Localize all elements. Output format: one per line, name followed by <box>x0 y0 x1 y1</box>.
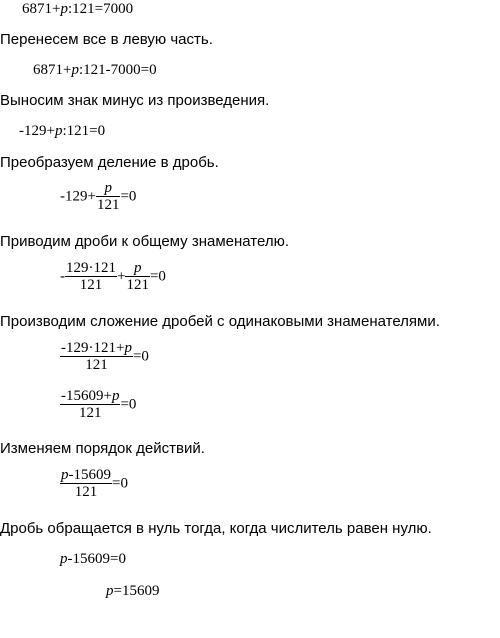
eq6-fraction <box>60 340 133 373</box>
eq8-numerator <box>60 467 112 483</box>
eq5-minus: - <box>60 268 65 285</box>
eq7-numerator-text: -15609+ <box>61 388 112 404</box>
eq6-denominator: 121 <box>85 357 108 373</box>
eq5-fraction-1 <box>65 260 117 293</box>
eq4-left: -129+ <box>60 188 96 205</box>
step-text-3: Преобразуем деление в дробь. <box>0 154 219 171</box>
eq4-equals: =0 <box>120 188 137 205</box>
eq2-right: :121-7000=0 <box>78 62 157 78</box>
eq3-left: -129+ <box>19 123 55 139</box>
eq8-fraction <box>60 467 112 500</box>
equation-reordered <box>60 467 128 500</box>
eq4-numerator: p <box>104 180 112 196</box>
equation-answer <box>106 582 159 600</box>
step-text-4: Приводим дроби к общему знаменателю. <box>0 233 289 250</box>
eq5-denominator-2: 121 <box>126 277 149 293</box>
eq3-right: :121=0 <box>62 123 106 139</box>
eq6-numerator <box>60 340 133 356</box>
equation-original <box>22 0 133 18</box>
equation-common-denominator <box>60 260 166 293</box>
eq2-variable: p <box>71 62 79 78</box>
eq7-fraction <box>60 388 120 421</box>
equation-numerator-zero <box>60 550 126 568</box>
eq7-denominator: 121 <box>78 405 102 421</box>
step-text-5: Производим сложение дробей с одинаковыми знаменателями. <box>0 313 440 330</box>
equation-simplified <box>19 122 105 140</box>
eq8-numerator-text: -15609 <box>68 467 111 483</box>
eq6-numerator-text: -129·121+ <box>61 340 125 356</box>
eq5-numerator-1: 129·121 <box>66 260 116 276</box>
equation-sum <box>60 340 149 373</box>
eq7-numerator <box>60 388 120 404</box>
step-text-2: Выносим знак минус из произведения. <box>0 92 270 109</box>
step-text-7: Дробь обращается в нуль тогда, когда числитель равен нулю. <box>0 520 432 537</box>
eq10-right: =15609 <box>113 583 160 599</box>
eq9-right: -15609=0 <box>67 551 126 567</box>
equation-fraction <box>60 180 136 213</box>
eq6-variable: p <box>124 340 132 356</box>
eq2-left: 6871+ <box>33 62 72 78</box>
eq4-denominator: 121 <box>96 197 120 213</box>
eq6-equals: =0 <box>132 348 149 365</box>
eq1-left: 6871+ <box>22 1 61 17</box>
eq1-variable: p <box>60 1 68 17</box>
eq8-equals: =0 <box>112 475 128 492</box>
step-text-1: Перенесем все в левую часть. <box>0 31 213 48</box>
eq1-right: :121=7000 <box>67 1 134 17</box>
eq5-fraction-2 <box>125 260 150 293</box>
eq5-plus: + <box>117 268 126 285</box>
eq5-numerator-2: p <box>133 260 142 276</box>
eq8-denominator: 121 <box>74 484 98 500</box>
equation-moved <box>33 61 157 79</box>
eq7-equals: =0 <box>120 396 137 413</box>
eq10-variable: p <box>106 583 114 599</box>
eq9-variable: p <box>60 551 68 567</box>
eq3-variable: p <box>54 123 63 139</box>
eq7-variable: p <box>111 388 120 404</box>
eq5-denominator-1: 121 <box>79 277 103 293</box>
eq5-equals: =0 <box>149 268 166 285</box>
eq8-variable: p <box>61 467 69 483</box>
eq4-fraction <box>96 180 121 213</box>
step-text-6: Изменяем порядок действий. <box>0 440 205 457</box>
equation-sum-computed <box>60 388 136 421</box>
